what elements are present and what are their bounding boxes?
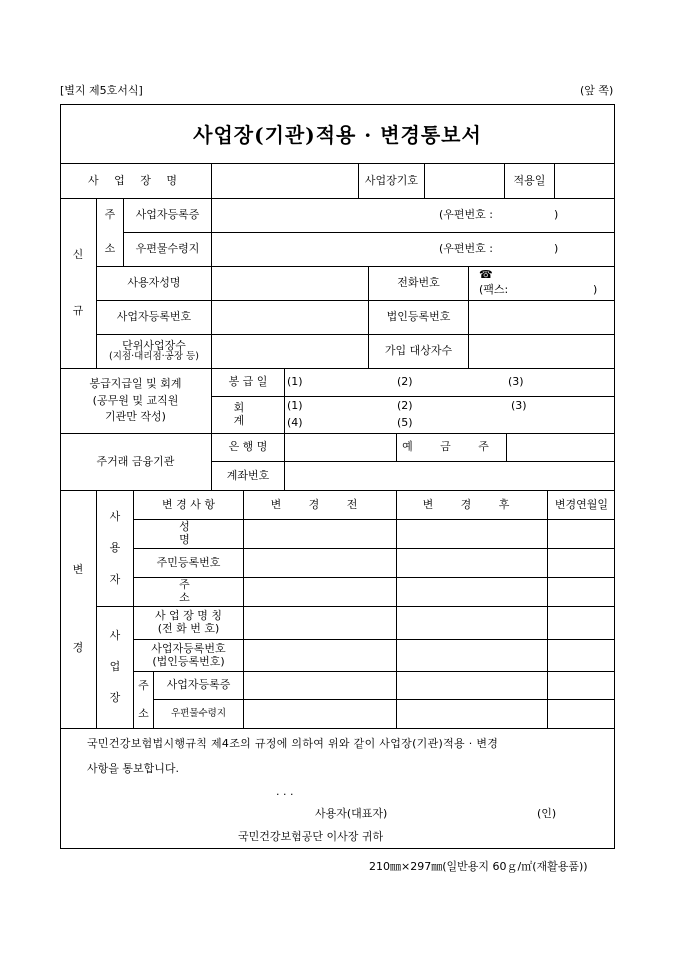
form-number: [별지 제5호서식] [60,84,143,97]
new-section-char2: 규 [72,304,84,318]
biz-reg-no-field[interactable] [212,301,369,335]
address-char2: 소 [104,241,116,255]
before-header-text: 변 경 전 [270,497,370,511]
biz-mail-addr-label: 우편물수령지 [154,700,244,729]
postal-code-label-2: (우편번호 : [439,242,493,255]
change-rrn-label: 주민등록번호 [134,549,244,578]
biz-reg-addr-date[interactable] [548,672,615,700]
corp-reg-no-field[interactable] [469,301,615,335]
new-section-label [60,199,97,369]
user-group-label [97,491,134,607]
account-holder-label [397,434,507,462]
biz-reg-label [134,640,244,672]
change-user-address-text: 주 소 [179,578,218,604]
user-name-field[interactable] [212,267,369,301]
biz-name-before[interactable] [244,607,397,640]
user-address-before[interactable] [244,578,397,607]
user-address-date[interactable] [548,578,615,607]
biz-group-char2: 업 [109,660,121,674]
unit-count-label [97,335,212,369]
biz-mail-addr-date[interactable] [548,700,615,729]
address-label [97,199,124,267]
reg-address-field[interactable] [212,199,615,233]
payday-item-1: (1) [287,375,303,388]
biz-reg-before[interactable] [244,640,397,672]
before-header [244,491,397,520]
pay-label-3: 기관만 작성) [105,410,166,424]
biz-reg-no-label: 사업자등록번호 [97,301,212,335]
mail-address-label: 우편물수령지 [124,233,212,267]
biz-corp-text: (법인등록번호) [152,654,225,668]
page-side-label: (앞 쪽) [580,84,614,97]
signer-label: 사용자(대표자) [315,807,388,820]
change-user-name-text: 성 명 [179,520,218,546]
pay-label-2: (공무원 및 교직원 [92,393,179,407]
biz-group-label [97,607,134,729]
biz-reg-date[interactable] [548,640,615,672]
biz-reg-addr-after[interactable] [397,672,548,700]
payday-item-2: (2) [397,375,413,388]
new-section-char1: 신 [72,247,84,261]
rrn-date[interactable] [548,549,615,578]
biz-address-char1: 주 [138,678,149,692]
rrn-after[interactable] [397,549,548,578]
bank-name-field[interactable] [285,434,397,462]
mail-address-field[interactable] [212,233,615,267]
fax-close: ) [593,283,598,296]
biz-name-label [134,607,244,640]
account-label-text: 회 계 [233,401,263,427]
account-item-4: (4) [287,416,303,429]
unit-count-field[interactable] [212,335,369,369]
address-char1: 주 [104,208,116,222]
user-name-before[interactable] [244,520,397,549]
reg-address-label: 사업자등록증 [124,199,212,233]
account-holder-field[interactable] [507,434,615,462]
account-no-label: 계좌번호 [212,462,285,491]
rrn-before[interactable] [244,549,397,578]
bank-name-label: 은 행 명 [212,434,285,462]
user-name-label: 사용자성명 [97,267,212,301]
target-count-field[interactable] [469,335,615,369]
account-field[interactable] [285,397,615,434]
biz-reg-addr-label: 사업자등록증 [154,672,244,700]
phone-field[interactable] [469,267,615,301]
biz-group-char3: 장 [109,691,121,705]
change-item-header: 변 경 사 항 [134,491,244,520]
statement-line-2: 사항을 통보합니다. [87,762,180,775]
payday-field[interactable] [285,369,615,397]
biz-name-text: 사 업 장 명 칭 [154,609,223,623]
postal-code-label-1: (우편번호 : [439,208,493,221]
change-section-char2: 경 [72,641,84,655]
user-group-char2: 용 [109,541,121,555]
workplace-name-label: 사 업 장 명 [60,164,212,199]
account-label [212,397,285,434]
title-box [60,104,615,164]
fax-label: (팩스: [479,283,509,296]
unit-count-title: 단위사업장수 [122,338,186,352]
corp-reg-no-label: 법인등록번호 [369,301,469,335]
workplace-symbol-field[interactable] [425,164,505,199]
change-section-label [60,491,97,729]
after-header [397,491,548,520]
change-user-address-label [134,578,244,607]
payday-item-3: (3) [508,375,524,388]
seal-label: (인) [537,807,557,820]
paper-spec: 210㎜×297㎜(일반용지 60ｇ/㎡(재활용품)) [369,860,588,873]
user-address-after[interactable] [397,578,548,607]
biz-address-char2: 소 [138,706,149,720]
account-item-2: (2) [397,399,413,412]
statement-line-1: 국민건강보험법시행규칙 제4조의 규정에 의하여 위와 같이 사업장(기관)적용 · 변경 [87,737,499,750]
workplace-name-field[interactable] [212,164,359,199]
change-date-header: 변경연월일 [548,491,615,520]
postal-code-close-1: ) [554,208,559,221]
biz-name-date[interactable] [548,607,615,640]
pay-section-label [60,369,212,434]
phone-icon: ☎ [479,268,493,281]
change-section-char1: 변 [72,562,84,576]
biz-group-char1: 사 [109,629,121,643]
payday-label: 봉 급 일 [212,369,285,397]
recipient-label: 국민건강보험공단 이사장 귀하 [238,830,384,843]
user-name-after[interactable] [397,520,548,549]
biz-address-label [134,672,154,729]
account-no-field[interactable] [285,462,615,491]
user-group-char3: 자 [109,572,121,586]
target-count-label: 가입 대상자수 [369,335,469,369]
biz-reg-addr-before[interactable] [244,672,397,700]
biz-reg-text: 사업자등록번호 [151,641,226,655]
biz-mail-addr-after[interactable] [397,700,548,729]
apply-date-label: 적용일 [505,164,555,199]
after-header-text: 변 경 후 [422,497,522,511]
account-holder-text: 예 금 주 [402,440,501,454]
user-name-date[interactable] [548,520,615,549]
form-title: 사업장(기관)적용 · 변경통보서 [193,123,482,147]
account-item-3: (3) [511,399,527,412]
apply-date-field[interactable] [555,164,615,199]
biz-name-after[interactable] [397,607,548,640]
statement-date-dots: . . . [276,785,294,798]
biz-phone-text: (전 화 번 호) [157,622,220,635]
account-item-1: (1) [287,399,303,412]
postal-code-close-2: ) [554,242,559,255]
account-item-5: (5) [397,416,413,429]
workplace-symbol-label: 사업장기호 [359,164,425,199]
unit-count-sub: (지점·대리점·공장 등) [109,351,199,363]
biz-mail-addr-before[interactable] [244,700,397,729]
bank-section-label: 주거래 금융기관 [60,434,212,491]
change-user-name-label [134,520,244,549]
user-group-char1: 사 [109,509,121,523]
phone-label: 전화번호 [369,267,469,301]
pay-label-1: 봉급지급일 및 회계 [89,377,182,391]
biz-reg-after[interactable] [397,640,548,672]
